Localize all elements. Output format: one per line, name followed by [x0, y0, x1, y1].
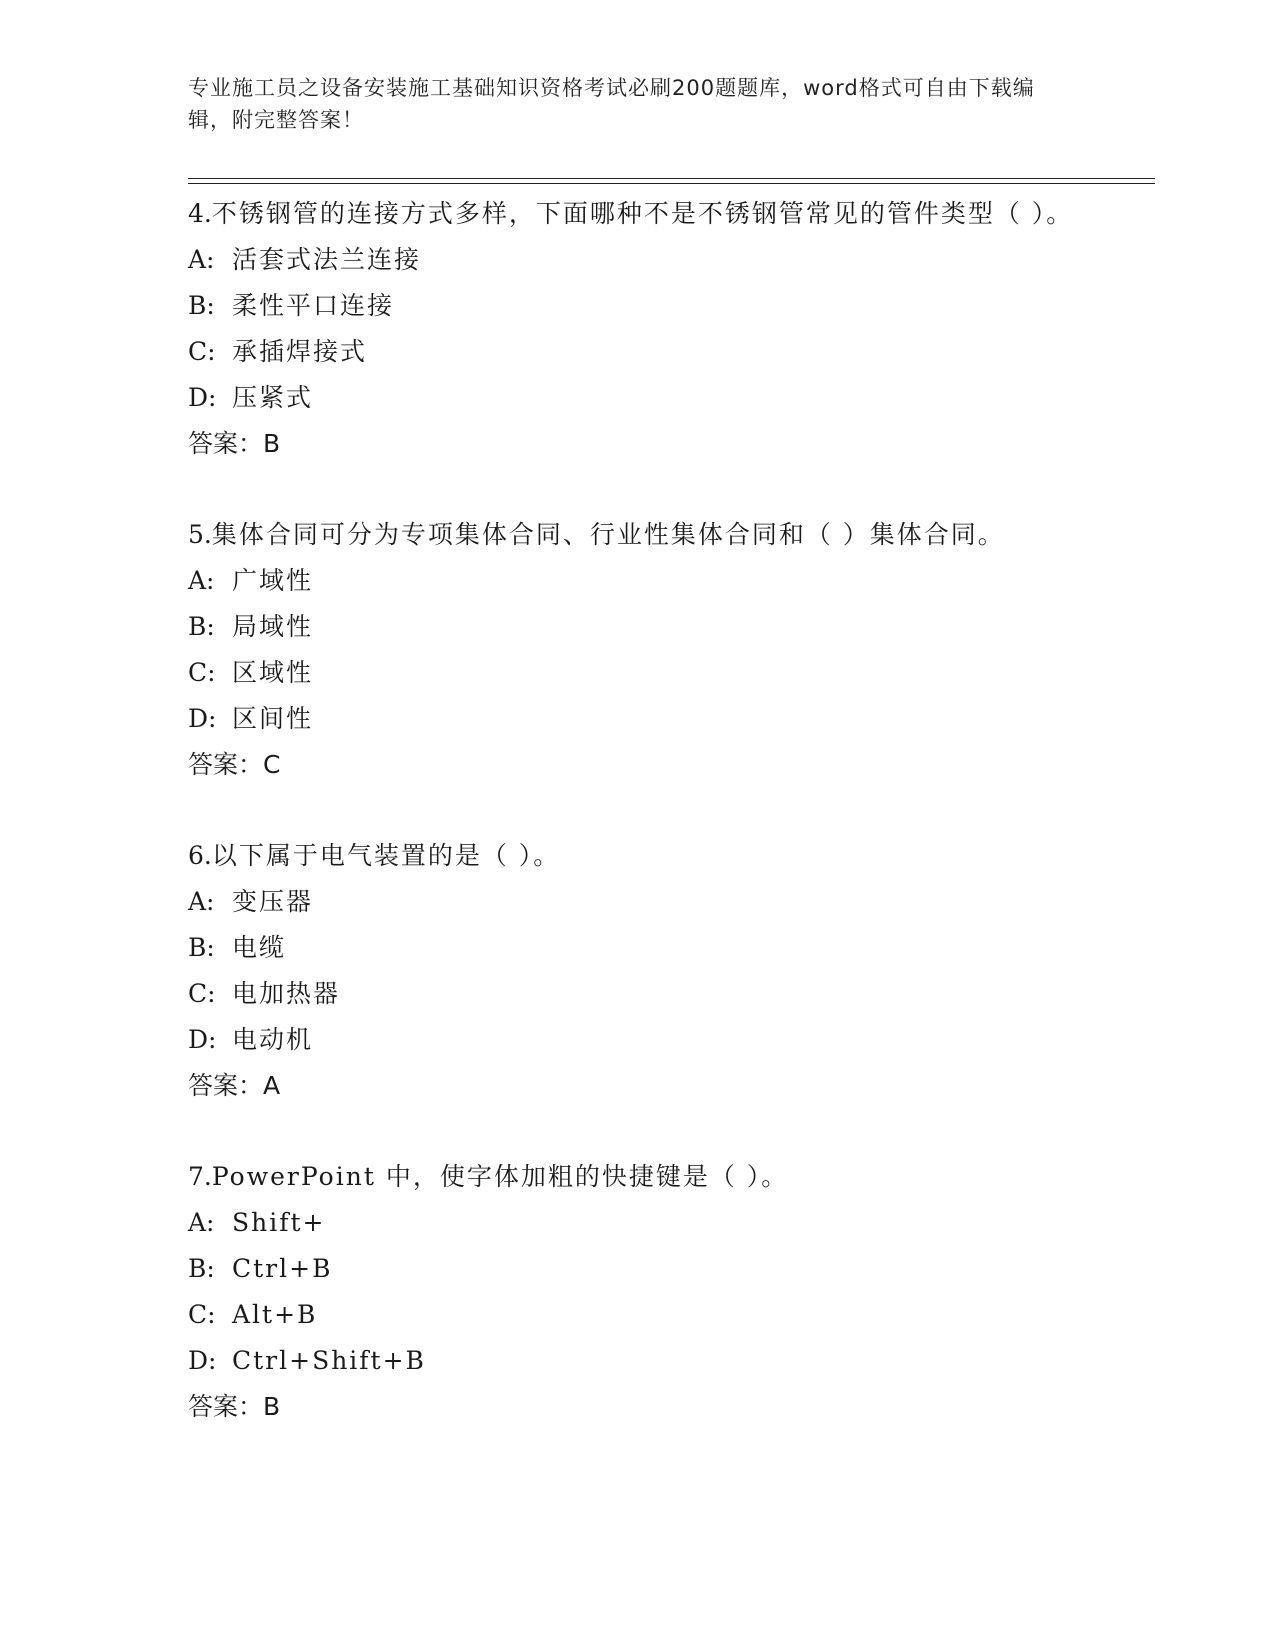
- option-d: [188, 1337, 1088, 1383]
- option-key: B:: [188, 612, 215, 641]
- option-key: A:: [188, 887, 215, 916]
- question-block: [188, 832, 1088, 1108]
- option-c: [188, 1291, 1088, 1337]
- question-number: 4.: [188, 199, 212, 228]
- option-text: Shift+: [232, 1208, 326, 1237]
- question-number: 6.: [188, 841, 212, 870]
- question-stem: 以下属于电气装置的是（ ）。: [211, 841, 561, 870]
- option-text: 活套式法兰连接: [232, 245, 422, 274]
- header-divider-top: [188, 178, 1155, 179]
- option-key: C:: [188, 658, 216, 687]
- option-key: A:: [188, 245, 215, 274]
- option-key: B:: [188, 1254, 215, 1283]
- option-text: 局域性: [232, 612, 314, 641]
- option-a: [188, 557, 1088, 603]
- option-text: 区域性: [232, 658, 314, 687]
- answer-line: 答案：B: [188, 1392, 281, 1421]
- question-text: [188, 190, 1088, 236]
- option-d: [188, 374, 1088, 420]
- option-key: D:: [188, 1346, 217, 1375]
- question-text: [188, 511, 1088, 557]
- option-text: 电加热器: [232, 979, 341, 1008]
- option-key: C:: [188, 1300, 216, 1329]
- answer-line: 答案：B: [188, 429, 281, 458]
- option-text: 电缆: [232, 933, 287, 962]
- option-key: A:: [188, 1208, 215, 1237]
- answer-line: 答案：C: [188, 750, 281, 779]
- question-number: 5.: [188, 520, 212, 549]
- question-number: 7.: [188, 1162, 212, 1191]
- option-a: [188, 236, 1088, 282]
- option-key: C:: [188, 337, 216, 366]
- option-c: [188, 328, 1088, 374]
- option-text: Ctrl+Shift+B: [232, 1346, 426, 1375]
- question-block: [188, 190, 1088, 466]
- option-text: 电动机: [232, 1025, 314, 1054]
- option-b: [188, 603, 1088, 649]
- option-text: 承插焊接式: [232, 337, 368, 366]
- option-c: [188, 649, 1088, 695]
- question-text: [188, 1153, 1088, 1199]
- option-text: 压紧式: [232, 383, 314, 412]
- option-c: [188, 970, 1088, 1016]
- option-b: [188, 924, 1088, 970]
- option-key: C:: [188, 979, 216, 1008]
- option-text: Alt+B: [232, 1300, 318, 1329]
- question-list: [188, 190, 1088, 1474]
- question-text: [188, 832, 1088, 878]
- option-text: 区间性: [232, 704, 314, 733]
- question-stem: 集体合同可分为专项集体合同、行业性集体合同和（ ）集体合同。: [211, 520, 1005, 549]
- question-block: [188, 511, 1088, 787]
- question-block: [188, 1153, 1088, 1429]
- option-key: D:: [188, 383, 217, 412]
- question-stem: 不锈钢管的连接方式多样，下面哪种不是不锈钢管常见的管件类型（ ）。: [211, 199, 1074, 228]
- option-a: [188, 878, 1088, 924]
- option-text: 柔性平口连接: [232, 291, 395, 320]
- option-d: [188, 695, 1088, 741]
- option-text: Ctrl+B: [232, 1254, 333, 1283]
- option-b: [188, 1245, 1088, 1291]
- option-key: D:: [188, 704, 217, 733]
- option-text: 广域性: [232, 566, 314, 595]
- answer-line: 答案：A: [188, 1071, 281, 1100]
- option-key: B:: [188, 291, 215, 320]
- option-key: D:: [188, 1025, 217, 1054]
- option-key: A:: [188, 566, 215, 595]
- option-text: 变压器: [232, 887, 314, 916]
- option-b: [188, 282, 1088, 328]
- question-stem: PowerPoint 中，使字体加粗的快捷键是（ ）。: [211, 1162, 789, 1191]
- option-d: [188, 1016, 1088, 1062]
- option-a: [188, 1199, 1088, 1245]
- option-key: B:: [188, 933, 215, 962]
- header-divider-bottom: [188, 183, 1155, 184]
- document-header: 专业施工员之设备安装施工基础知识资格考试必刷200题题库，word格式可自由下载编辑，附完整答案！: [188, 76, 1035, 132]
